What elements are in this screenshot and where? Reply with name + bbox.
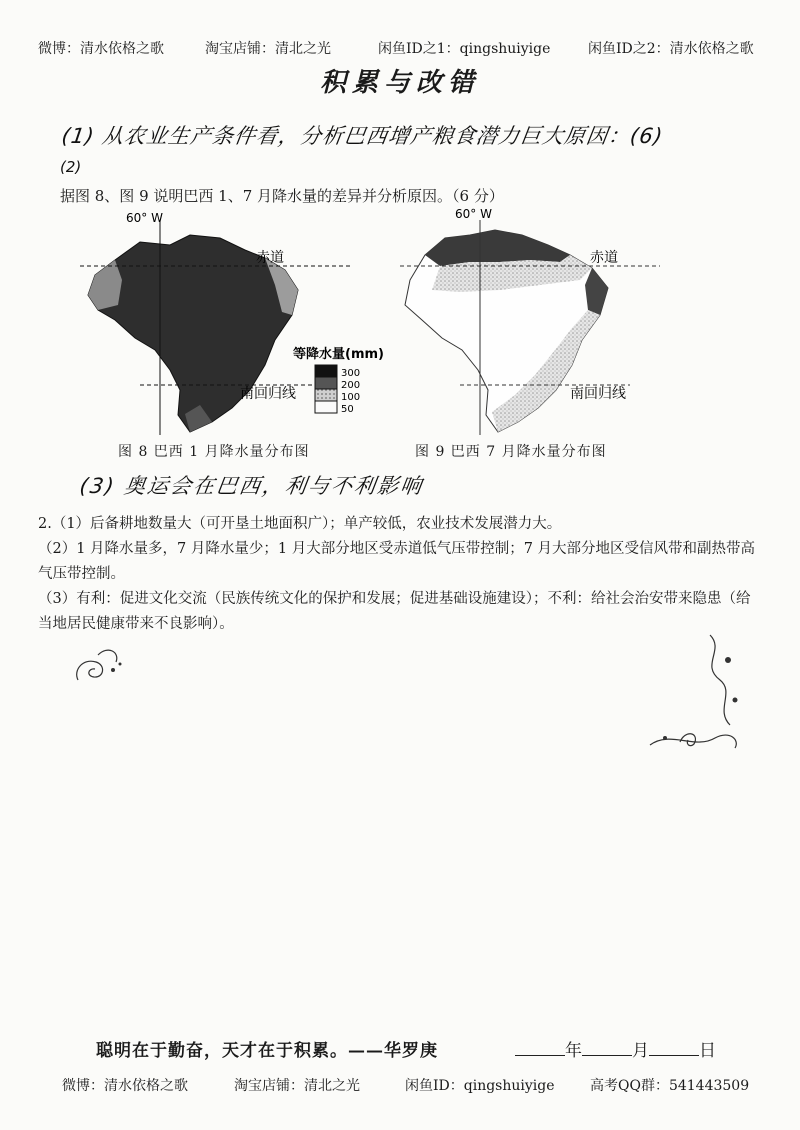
legend-value: 300 bbox=[341, 368, 361, 379]
fig9-equator-label: 赤道 bbox=[590, 250, 618, 266]
legend-title: 等降水量(mm) bbox=[293, 347, 384, 362]
footer-xianyu: 闲鱼ID：qingshuiyige bbox=[405, 1078, 555, 1094]
day-label: 日 bbox=[699, 1041, 716, 1061]
date-line bbox=[515, 1036, 716, 1061]
answer-1: 2.（1）后备耕地数量大（可开垦土地面积广）；单产较低，农业技术发展潜力大。 bbox=[38, 516, 562, 532]
legend-value: 100 bbox=[341, 392, 361, 403]
header-taobao: 淘宝店铺：清北之光 bbox=[205, 41, 331, 57]
fig8-tropic-label: 南回归线 bbox=[240, 386, 296, 402]
footer-taobao: 淘宝店铺：清北之光 bbox=[234, 1078, 360, 1094]
motto-quote: 聪明在于勤奋，天才在于积累。——华罗庚 bbox=[96, 1041, 438, 1061]
year-blank bbox=[515, 1039, 565, 1056]
handwritten-question-2-mark: (2) bbox=[60, 158, 82, 176]
header-weibo: 微博：清水依格之歌 bbox=[38, 41, 164, 57]
handwritten-question-1: (1) 从农业生产条件看，分析巴西增产粮食潜力巨大原因：(6) bbox=[60, 124, 665, 148]
fig9-tropic-label: 南回归线 bbox=[570, 386, 626, 402]
header-xianyu-2: 闲鱼ID之2：清水依格之歌 bbox=[588, 41, 754, 57]
footer-qq: 高考QQ群：541443509 bbox=[590, 1078, 750, 1094]
precipitation-legend bbox=[293, 346, 384, 415]
precipitation-maps bbox=[60, 200, 700, 460]
ornament-left-icon bbox=[68, 640, 128, 690]
ornament-right-icon bbox=[640, 630, 750, 760]
year-label: 年 bbox=[565, 1041, 582, 1061]
month-label: 月 bbox=[632, 1041, 649, 1061]
caption-figure-9: 图 9 巴西 7 月降水量分布图 bbox=[415, 444, 607, 460]
handwritten-question-3: (3) 奥运会在巴西，利与不利影响 bbox=[78, 474, 425, 498]
page-title: 积累与改错 bbox=[319, 68, 480, 98]
answer-2: （2）1 月降水量多，7 月降水量少；1 月大部分地区受赤道低气压带控制；7 月大部分地区受信风带和副热带高气压带控制。 bbox=[38, 541, 756, 582]
fig8-equator-label: 赤道 bbox=[256, 250, 284, 266]
caption-figure-8: 图 8 巴西 1 月降水量分布图 bbox=[118, 444, 310, 460]
fig9-meridian-label: 60° W bbox=[455, 207, 492, 221]
footer-weibo: 微博：清水依格之歌 bbox=[62, 1078, 188, 1094]
figure-prompt: 据图 8、图 9 说明巴西 1、7 月降水量的差异并分析原因。（6 分） bbox=[60, 187, 504, 205]
legend-value: 50 bbox=[341, 404, 354, 415]
day-blank bbox=[649, 1039, 699, 1056]
header-xianyu-1: 闲鱼ID之1：qingshuiyige bbox=[378, 41, 551, 57]
legend-value: 200 bbox=[341, 380, 361, 391]
month-blank bbox=[582, 1039, 632, 1056]
fig8-meridian-label: 60° W bbox=[126, 211, 163, 225]
answer-3: （3）有利：促进文化交流（民族传统文化的保护和发展；促进基础设施建设）；不利：给社会治安带来隐患（给当地居民健康带来不良影响）。 bbox=[38, 591, 751, 632]
